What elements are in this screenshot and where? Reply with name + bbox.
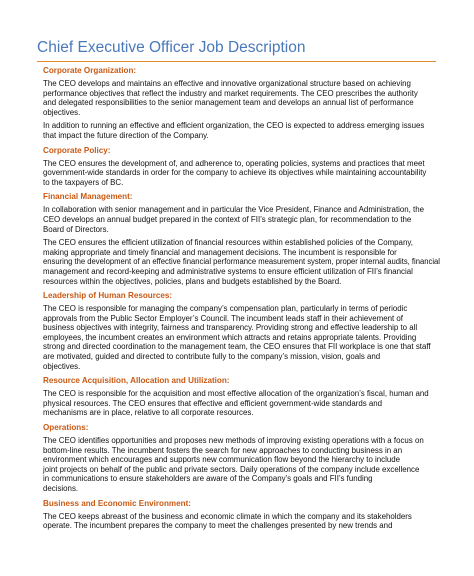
- section-paragraph: [43, 512, 436, 531]
- paragraph-line: The CEO keeps abreast of the business and economic climate in which the company and its stakeholders: [43, 511, 412, 521]
- paragraph-line: management and record-keeping and administrative systems to ensure efficient utilization of FII’s financial: [43, 266, 413, 276]
- paragraph-line: making appropriate and timely financial and management decisions. The incumbent is responsible for: [43, 247, 397, 257]
- section-paragraph: [43, 304, 436, 371]
- section-heading: Financial Management:: [43, 192, 133, 202]
- document-title: Chief Executive Officer Job Description: [37, 39, 306, 56]
- paragraph-line: employees, the incumbent creates an environment which attracts and retains appropriate talents. Providing: [43, 332, 417, 342]
- section-paragraph: [43, 436, 436, 494]
- section-heading: Leadership of Human Resources:: [43, 291, 173, 301]
- paragraph-line: physical resources. The CEO ensures that effective and efficient government-wide standards and: [43, 398, 383, 408]
- section-heading: Resource Acquisition, Allocation and Utilization:: [43, 376, 230, 386]
- section-paragraph: [43, 159, 436, 188]
- paragraph-line: The CEO ensures the development of, and adherence to, operating policies, systems and practices that meet: [43, 158, 425, 168]
- title-divider: [37, 61, 436, 62]
- paragraph-line: In collaboration with senior management and in particular the Vice President, Finance and Administration, the: [43, 205, 425, 215]
- paragraph-line: business objectives with integrity, fairness and transparency. Providing strong and effective leadership to all: [43, 323, 418, 333]
- section-paragraph: [43, 389, 436, 418]
- paragraph-line: CEO develops an annual budget prepared in the context of FII’s strategic plan, for recommendation to the: [43, 214, 412, 224]
- section-heading: Corporate Organization:: [43, 66, 137, 75]
- paragraph-line: strong and directed coordination to the management team, the CEO ensures that FII workplace is one that staff: [43, 342, 431, 352]
- paragraph-line: objectives.: [43, 107, 81, 117]
- paragraph-line: approvals from the Public Sector Employer’s Council. The incumbent leads staff in their achievement of: [43, 313, 403, 323]
- paragraph-line: The CEO is responsible for the acquisition and most effective allocation of the organization’s fiscal, human and: [43, 389, 429, 399]
- paragraph-line: environment which encourages and supports new communication flow beyond the hierarchy to include: [43, 455, 401, 465]
- section-heading: Corporate Policy:: [43, 145, 111, 155]
- paragraph-line: joint projects on behalf of the public and private sectors. Daily operations of the company include excellence: [43, 464, 420, 474]
- paragraph-line: bottom-line results. The incumbent fosters the search for new approaches to conducting business in an: [43, 445, 403, 455]
- paragraph-line: decisions.: [43, 484, 79, 493]
- section-paragraph: [43, 79, 436, 117]
- paragraph-line: The CEO identifies opportunities and proposes new methods of improving existing operations with a focus on: [43, 436, 424, 446]
- paragraph-line: operate. The incumbent prepares the company to meet the challenges presented by new trends and: [43, 521, 393, 531]
- paragraph-line: ensuring the development of an effective financial performance measurement system, proper internal audits, financial: [43, 257, 441, 267]
- section-heading: Operations:: [43, 423, 89, 433]
- sections-container: [37, 65, 441, 531]
- paragraph-line: mechanisms are in place, relative to all corporate resources.: [43, 408, 254, 418]
- paragraph-line: The CEO ensures the efficient utilization of financial resources within established policies of the Company,: [43, 238, 413, 248]
- paragraph-line: are motivated, guided and directed to contribute fully to the company’s mission, vision, goals and: [43, 352, 381, 362]
- paragraph-line: performance objectives that reflect the industry and market requirements. The CEO prescribes the authority: [43, 88, 418, 98]
- section-paragraph: [43, 205, 436, 234]
- paragraph-line: in communications to ensure stakeholders are aware of the Company’s goals and FII’s funding: [43, 474, 373, 484]
- paragraph-line: government-wide standards in order for the company to achieve its objectives while maintaining accountability: [43, 168, 427, 178]
- section-heading: Business and Economic Environment:: [43, 498, 191, 508]
- paragraph-line: Board of Directors.: [43, 224, 109, 234]
- paragraph-line: The CEO is responsible for managing the company’s compensation plan, particularly in terms of periodic: [43, 304, 408, 314]
- paragraph-line: and delegated responsibilities to the senior management team and develops an annual list of performance: [43, 98, 414, 108]
- paragraph-line: to the taxpayers of BC.: [43, 177, 124, 187]
- section-paragraph: [43, 238, 441, 286]
- section-paragraph: [43, 121, 436, 140]
- paragraph-line: resources within the objectives, policies, plans and budgets established by the Board.: [43, 276, 342, 286]
- paragraph-line: objectives.: [43, 361, 81, 371]
- paragraph-line: In addition to running an effective and efficient organization, the CEO is expected to address emerging issues: [43, 121, 425, 131]
- paragraph-line: The CEO develops and maintains an effective and innovative organizational structure based on achieving: [43, 79, 411, 88]
- paragraph-line: that impact the future direction of the Company.: [43, 130, 209, 140]
